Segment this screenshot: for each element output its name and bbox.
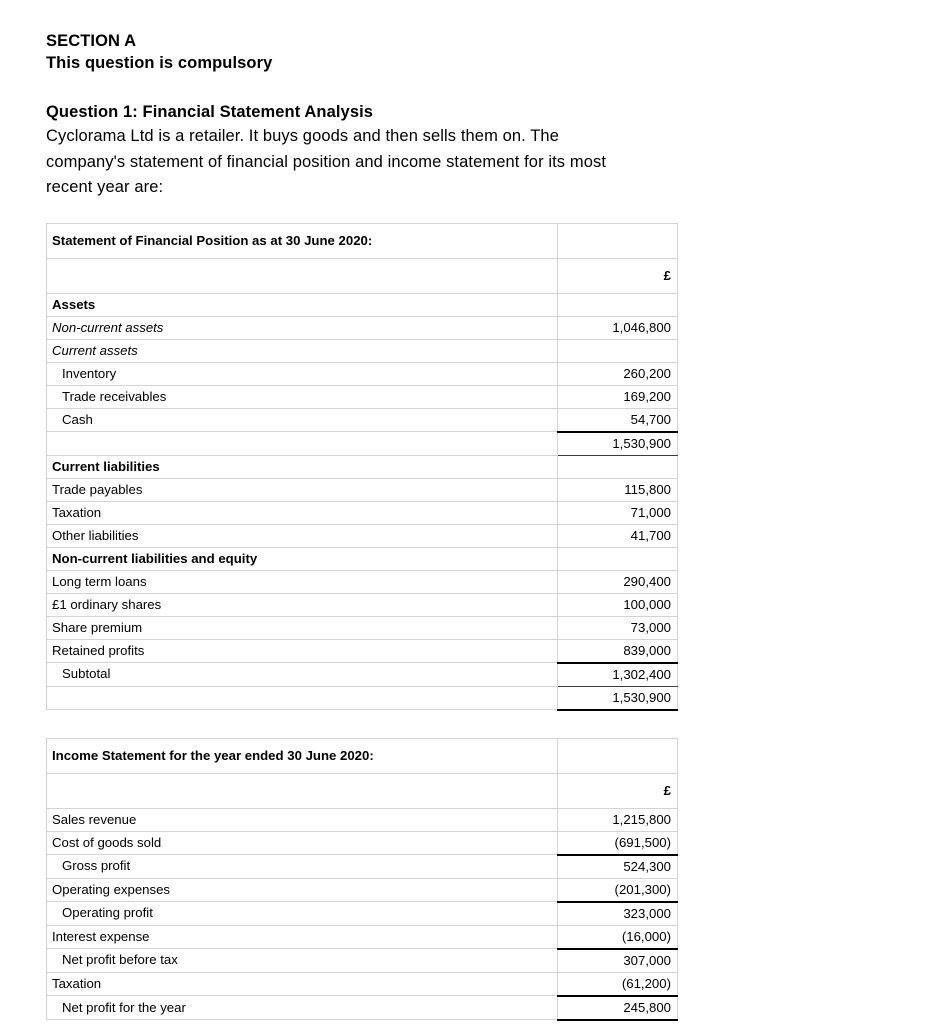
table-row — [47, 949, 678, 973]
section-instruction: This question is compulsory — [46, 54, 273, 72]
balance-sheet-table-wrapper — [46, 223, 889, 711]
row-value-non-current-liabilities-equity — [558, 547, 678, 570]
row-value-share-premium: 73,000 — [558, 616, 678, 639]
row-value-operating-profit: 323,000 — [558, 902, 678, 926]
row-label-inventory: Inventory — [47, 362, 558, 385]
table-row — [47, 455, 678, 478]
row-value-trade-receivables: 169,200 — [558, 385, 678, 408]
question-block — [46, 100, 889, 201]
row-value-operating-expenses: (201,300) — [558, 878, 678, 902]
row-label-trade-receivables: Trade receivables — [47, 385, 558, 408]
table-row — [47, 547, 678, 570]
table-row — [47, 339, 678, 362]
income-statement-table-wrapper — [46, 738, 889, 1021]
row-label-interest-expense: Interest expense — [47, 925, 558, 949]
row-value-subtotal: 1,302,400 — [558, 663, 678, 687]
row-value-non-current-assets: 1,046,800 — [558, 316, 678, 339]
row-label-trade-payables: Trade payables — [47, 478, 558, 501]
table-row — [47, 925, 678, 949]
row-label-operating-expenses: Operating expenses — [47, 878, 558, 902]
table-row — [47, 972, 678, 996]
row-label-current-assets: Current assets — [47, 339, 558, 362]
table-row — [47, 593, 678, 616]
table-row — [47, 686, 678, 710]
row-label-retained-profits: Retained profits — [47, 639, 558, 663]
row-value-gross-profit: 524,300 — [558, 855, 678, 879]
income-statement-title: Income Statement for the year ended 30 June 2020: — [47, 738, 558, 773]
row-label-long-term-loans: Long term loans — [47, 570, 558, 593]
section-heading — [46, 30, 889, 74]
row-value-net-profit-before-tax: 307,000 — [558, 949, 678, 973]
row-value-trade-payables: 115,800 — [558, 478, 678, 501]
row-value-other-liabilities: 41,700 — [558, 524, 678, 547]
table-row — [47, 501, 678, 524]
row-value-retained-profits: 839,000 — [558, 639, 678, 663]
table-row — [47, 432, 678, 456]
income-statement-currency-symbol: £ — [558, 773, 678, 808]
row-label-taxation-is: Taxation — [47, 972, 558, 996]
question-body-line-3: recent year are: — [46, 178, 164, 196]
question-body-line-1: Cyclorama Ltd is a retailer. It buys goods and then sells them on. The — [46, 127, 559, 145]
income-statement-table — [46, 738, 678, 1021]
balance-sheet-title: Statement of Financial Position as at 30 June 2020: — [47, 223, 558, 258]
row-value-net-profit-for-the-year: 245,800 — [558, 996, 678, 1020]
balance-sheet-currency-row-label — [47, 258, 558, 293]
table-row — [47, 362, 678, 385]
table-row — [47, 663, 678, 687]
balance-sheet-table — [46, 223, 678, 711]
table-row — [47, 902, 678, 926]
section-label: SECTION A — [46, 32, 137, 50]
table-row — [47, 223, 678, 258]
row-label-taxation-bs: Taxation — [47, 501, 558, 524]
table-row — [47, 616, 678, 639]
table-row — [47, 855, 678, 879]
row-label-net-profit-before-tax: Net profit before tax — [47, 949, 558, 973]
table-row — [47, 738, 678, 773]
table-separator — [46, 711, 889, 738]
table-row — [47, 639, 678, 663]
table-row — [47, 773, 678, 808]
table-row — [47, 258, 678, 293]
balance-sheet-currency-symbol: £ — [558, 258, 678, 293]
row-value-interest-expense: (16,000) — [558, 925, 678, 949]
table-row — [47, 385, 678, 408]
row-label-share-premium: Share premium — [47, 616, 558, 639]
row-label-net-profit-for-the-year: Net profit for the year — [47, 996, 558, 1020]
row-label-non-current-liabilities-equity: Non-current liabilities and equity — [47, 547, 558, 570]
row-value-taxation-is: (61,200) — [558, 972, 678, 996]
row-value-cost-of-goods-sold: (691,500) — [558, 831, 678, 855]
table-row — [47, 316, 678, 339]
question-title: Question 1: Financial Statement Analysis — [46, 103, 374, 121]
question-body-line-2: company's statement of financial position and income statement for its most — [46, 152, 606, 171]
table-row — [47, 524, 678, 547]
balance-sheet-title-spacer — [558, 223, 678, 258]
table-row — [47, 570, 678, 593]
table-row — [47, 878, 678, 902]
row-value-inventory: 260,200 — [558, 362, 678, 385]
row-label-total-assets — [47, 432, 558, 456]
row-value-sales-revenue: 1,215,800 — [558, 808, 678, 831]
table-row — [47, 996, 678, 1020]
income-statement-currency-row-label — [47, 773, 558, 808]
row-label-non-current-assets: Non-current assets — [47, 316, 558, 339]
row-value-ordinary-shares: 100,000 — [558, 593, 678, 616]
row-value-cash: 54,700 — [558, 408, 678, 432]
table-row — [47, 831, 678, 855]
row-label-operating-profit: Operating profit — [47, 902, 558, 926]
row-label-cost-of-goods-sold: Cost of goods sold — [47, 831, 558, 855]
income-statement-title-spacer — [558, 738, 678, 773]
row-label-subtotal: Subtotal — [47, 663, 558, 687]
row-label-sales-revenue: Sales revenue — [47, 808, 558, 831]
row-label-other-liabilities: Other liabilities — [47, 524, 558, 547]
row-value-total-assets: 1,530,900 — [558, 432, 678, 456]
row-value-current-assets — [558, 339, 678, 362]
table-row — [47, 408, 678, 432]
row-value-long-term-loans: 290,400 — [558, 570, 678, 593]
row-label-ordinary-shares: £1 ordinary shares — [47, 593, 558, 616]
row-label-total-liabilities-equity — [47, 686, 558, 710]
table-row — [47, 293, 678, 316]
table-row — [47, 478, 678, 501]
table-row — [47, 808, 678, 831]
row-label-cash: Cash — [47, 408, 558, 432]
row-value-total-liabilities-equity: 1,530,900 — [558, 686, 678, 710]
row-value-taxation-bs: 71,000 — [558, 501, 678, 524]
row-label-assets: Assets — [47, 293, 558, 316]
row-label-gross-profit: Gross profit — [47, 855, 558, 879]
row-value-current-liabilities — [558, 455, 678, 478]
row-label-current-liabilities: Current liabilities — [47, 455, 558, 478]
row-value-assets — [558, 293, 678, 316]
